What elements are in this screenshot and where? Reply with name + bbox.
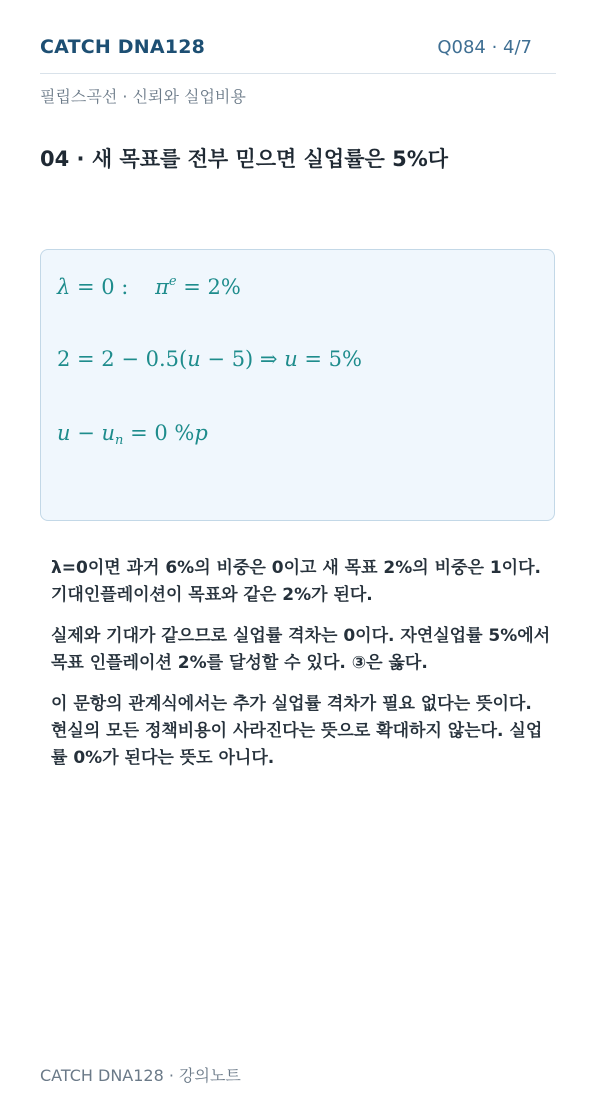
page-counter: Q084 · 4/7: [437, 37, 532, 58]
formula-unemployment-gap: $u - u_n = 0$ %p: [57, 421, 208, 448]
explanation-paragraph-1: λ=0이면 과거 6%의 비중은 0이고 새 목표 2%의 비중은 1이다. 기대인플레이션이 목표와 같은 2%가 된다.: [51, 558, 541, 605]
formula-phillips-curve: 2 = 2 − 0.5(u − 5) ⇒ u = 5%: [57, 347, 362, 371]
explanation-paragraph-2: 실제와 기대가 같으므로 실업률 격차는 0이다. 자연실업률 5%에서 목표 인플레이션 2%를 달성할 수 있다. ③은 옳다.: [51, 626, 551, 673]
chapter-subtitle: 필립스곡선 · 신뢰와 실업비용: [40, 87, 246, 106]
explanation-paragraph-3: 이 문항의 관계식에서는 추가 실업률 격차가 필요 없다는 뜻이다. 현실의 모든 정책비용이 사라진다는 뜻으로 확대하지 않는다. 실업률 0%가 된다는 뜻도 아니다.: [51, 694, 543, 768]
brand-title: CATCH DNA128: [40, 36, 206, 58]
footer-note: CATCH DNA128 · 강의노트: [40, 1066, 241, 1085]
header: [40, 36, 556, 74]
section-title: 04 · 새 목표를 전부 믿으면 실업률은 5%다: [40, 147, 449, 171]
formula-expected-inflation: λ = 0 : $\pi^e = 2\%$: [57, 274, 241, 299]
formula-box: [40, 249, 555, 521]
